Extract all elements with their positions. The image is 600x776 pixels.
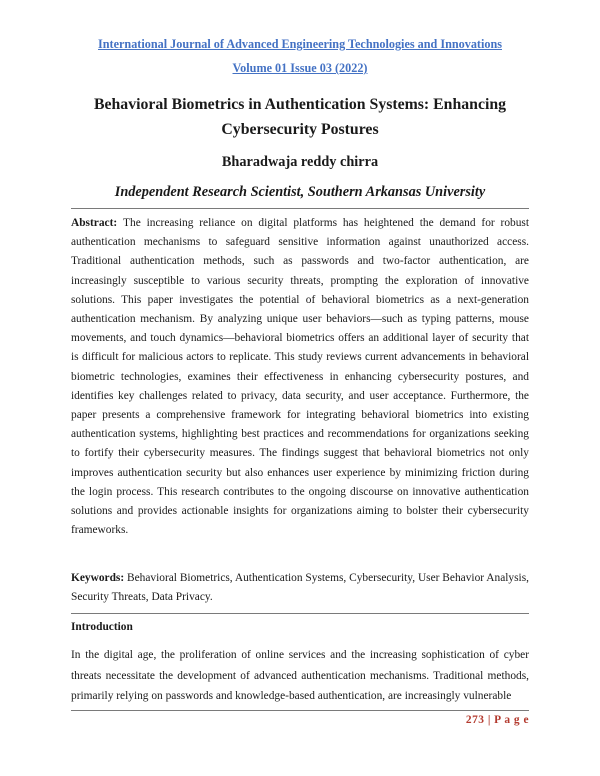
abstract-section [71, 214, 529, 540]
author-affiliation: Independent Research Scientist, Southern Arkansas University [114, 184, 486, 200]
keywords-label: Keywords: [71, 572, 127, 584]
divider-rule [71, 613, 529, 614]
introduction-heading: Introduction [71, 621, 133, 633]
footer-rule [71, 710, 529, 711]
divider-rule [71, 208, 529, 209]
introduction-text: In the digital age, the proliferation of online services and the increasing sophistication of cyber threats necessitate the development of advanced authentication mechanisms. Traditional methods, primarily relying on passwords and knowledge-based authentication, are increasingly vulnerable [71, 649, 529, 702]
keywords-text: Behavioral Biometrics, Authentication Systems, Cybersecurity, User Behavior Analysis, Security Threats, Data Privacy. [71, 572, 529, 604]
abstract-text: The increasing reliance on digital platforms has heightened the demand for robust authentication mechanisms to safeguard sensitive information against unauthorized access. Traditional authentication methods, such as passwords and two-factor authentication, are increasingly susceptible to various security threats, prompting the exploration of innovative solutions. This paper investigates the potential of behavioral biometrics as a next-generation authentication mechanism. By analyzing unique user behaviors—such as typing patterns, mouse movements, and touch dynamics—behavioral biometrics offers an additional layer of security that is difficult for malicious actors to replicate. This study reviews current advancements in behavioral biometric technologies, examines their effectiveness in enhancing cybersecurity postures, and identifies key challenges related to privacy, data security, and user acceptance. Furthermore, the paper presents a comprehensive framework for integrating behavioral biometrics into existing authentication systems, highlighting best practices and recommendations for organizations seeking to fortify their cybersecurity measures. The findings suggest that behavioral biometrics not only improves authentication security but also enhances user experience by minimizing friction during the login process. This research contributes to the ongoing discourse on innovative authentication solutions and provides actionable insights for organizations aiming to bolster their cybersecurity frameworks. [71, 217, 530, 537]
journal-title-link[interactable]: International Journal of Advanced Engineering Technologies and Innovations [98, 37, 502, 51]
paper-title: Behavioral Biometrics in Authentication Systems: Enhancing Cybersecurity Postures [93, 96, 507, 138]
page-number: 273 | P a g e [465, 714, 529, 726]
author-name: Bharadwaja reddy chirra [221, 154, 379, 170]
keywords-section [71, 569, 529, 607]
journal-volume-link[interactable]: Volume 01 Issue 03 (2022) [232, 61, 368, 75]
abstract-label: Abstract: [71, 217, 124, 229]
